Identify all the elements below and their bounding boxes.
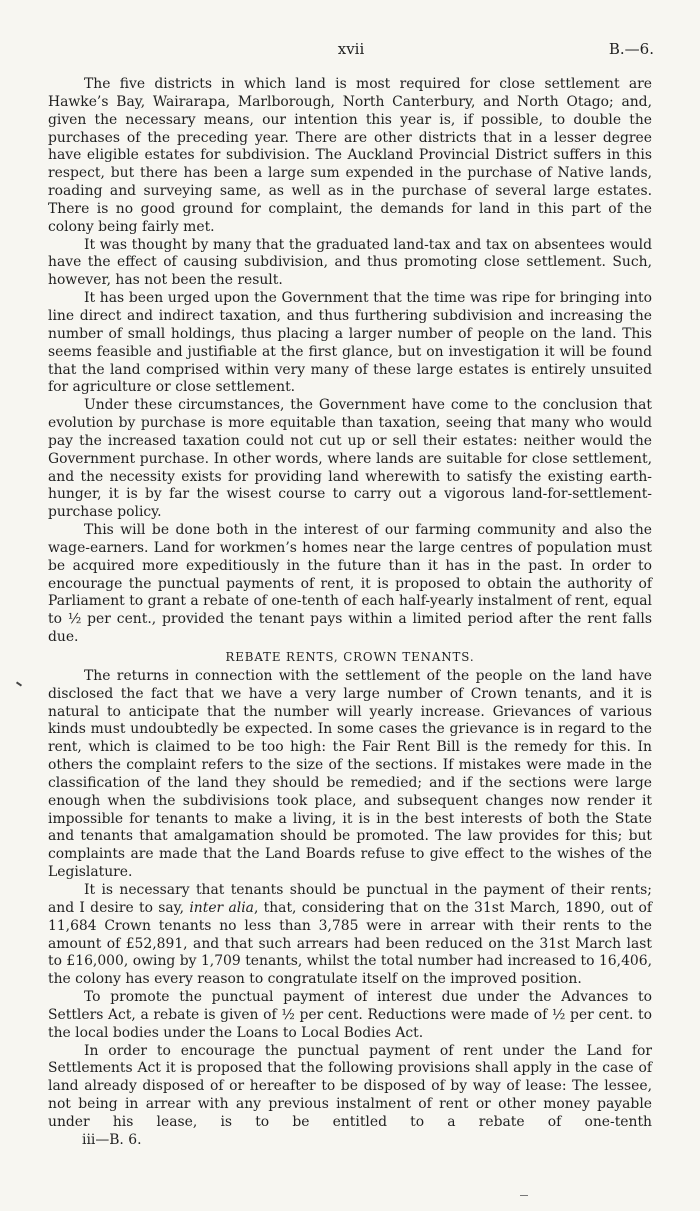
page-header [48, 40, 654, 60]
paragraph: In order to encourage the punctual payment of rent under the Land for Settlements Act it is proposed that the following provisions shall apply in the case of land already disposed of or hereafter to be disposed of by way of lease: The lessee, not being in arrear with any previous instalment of rent or other money payable under his lease, is to be entitled to a rebate of one-tenth [48, 1042, 652, 1130]
paragraph: The five districts in which land is most required for close settlement are Hawke’s Bay, Wairarapa, Marlborough, North Canterbury, and North Otago; and, given the necessary means, our intention this year is, if possible, to double the purchases of the preceding year. There are other districts that in a lesser degree have eligible estates for subdivision. The Auckland Provincial District suffers in this respect, but there has been a large sum expended in the purchase of Native lands, roading and surveying same, as well as in the purchase of several large estates. There is no good ground for complaint, the demands for land in this part of the colony being fairly met. [48, 76, 652, 235]
paragraph: Under these circumstances, the Government have come to the conclusion that evolution by purchase is more equitable than taxation, seeing that many who would pay the increased taxation could not cut up or sell their estates: neither would the Government purchase. In other words, where lands are suitable for close settlement, and the necessity exists for providing land wherewith to satisfy the existing earth-hunger, it is by far the wisest course to carry out a vigorous land-for-settlement-purchase policy. [48, 397, 652, 521]
paragraph: It has been urged upon the Government that the time was ripe for bringing into line direct and indirect taxation, and thus furthering subdivision and increasing the number of small holdings, thus placing a larger number of people on the land. This seems feasible and justifiable at the first glance, but on investigation it will be found that the land comprised within very many of these large estates is entirely unsuited for agriculture or close settlement. [48, 290, 652, 396]
document-body [48, 76, 652, 1150]
paragraph-arrears [48, 882, 652, 989]
margin-mark [16, 681, 22, 686]
bottom-mark [520, 1195, 528, 1196]
italic-phrase: inter alia [189, 899, 254, 916]
paragraph: The returns in connection with the settlement of the people on the land have disclosed the fact that we have a very large number of Crown tenants, and it is natural to anticipate that the number will yearly increase. Grievances of various kinds must undoubtedly be expected. In some cases the grievance is in regard to the rent, which is claimed to be too high: the Fair Rent Bill is the remedy for this. In others the complaint refers to the size of the sections. If mistakes were made in the classification of the land they should be remedied; and if the sections were large enough when the subdivisions took place, and subsequent changes now render it impossible for tenants to make a living, it is in the best interests of both the State and tenants that amalgamation should be promoted. The law provides for this; but complaints are made that the Land Boards refuse to give effect to the wishes of the Legislature. [48, 667, 652, 881]
text-span: , that, considering that on the 31st March, 1890, out of 11,684 Crown tenants no less than 3,785 were in arrear with their rents to the amount of £52,891, and that such arrears had been reduced on the 31st March last to £16,000, owing by 1,709 tenants, whilst the total number had increased to 16,406, the colony has every reason to congratulate itself on the improved position. [48, 899, 653, 988]
paragraph: It was thought by many that the graduated land-tax and tax on absentees would have the effect of causing subdivision, and thus promoting close settlement. Such, however, has not been the result. [48, 236, 652, 289]
text-span: It is necessary that tenants should be punctual in the payment of their rents; and I desire to say, [48, 881, 652, 916]
document-reference: B.—6. [608, 40, 654, 58]
footer-signature: iii—B. 6. [82, 1131, 142, 1148]
page-number: xvii [337, 40, 365, 58]
paragraph: This will be done both in the interest of our farming community and also the wage-earners. Land for workmen’s homes near the large centres of population must be acquired more expeditiously in the future than it has in the past. In order to encourage the punctual payments of rent, it is proposed to obtain the authority of Parliament to grant a rebate of one-tenth of each half-yearly instalment of rent, equal to ½ per cent., provided the tenant pays within a limited period after the rent falls due. [48, 522, 652, 646]
section-heading: REBATE RENTS, CROWN TENANTS. [225, 650, 475, 664]
paragraph: To promote the punctual payment of interest due under the Advances to Settlers Act, a rebate is given of ½ per cent. Reductions were made of ½ per cent. to the local bodies under the Loans to Local Bodies Act. [48, 989, 652, 1041]
